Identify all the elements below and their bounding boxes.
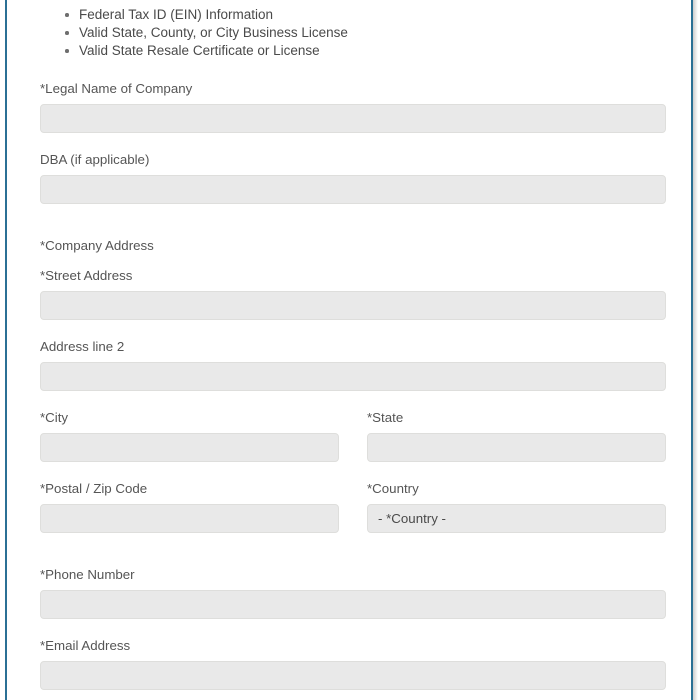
page-content <box>7 0 691 700</box>
address-line-2-label: Address line 2 <box>40 339 125 354</box>
country-select[interactable]: - *Country - <box>367 504 666 533</box>
legal-name-label: *Legal Name of Company <box>40 81 193 96</box>
postal-code-input[interactable] <box>40 504 339 533</box>
email-address-input[interactable] <box>40 661 666 690</box>
right-frame-shadow <box>693 0 698 700</box>
field-street-address <box>40 268 666 320</box>
country-label: *Country <box>367 481 419 496</box>
company-address-section-label: *Company Address <box>40 238 154 253</box>
field-legal-name <box>40 81 666 133</box>
list-item <box>65 6 691 23</box>
state-label: *State <box>367 410 404 425</box>
requirement-text: Federal Tax ID (EIN) Information <box>79 7 274 22</box>
field-postal-code <box>40 481 339 533</box>
dba-input[interactable] <box>40 175 666 204</box>
phone-number-input[interactable] <box>40 590 666 619</box>
field-email-address <box>40 638 666 690</box>
phone-number-label: *Phone Number <box>40 567 135 582</box>
section-spacer <box>40 223 666 238</box>
field-city <box>40 410 339 462</box>
street-address-input[interactable] <box>40 291 666 320</box>
field-dba <box>40 152 666 204</box>
field-address-line-2 <box>40 339 666 391</box>
legal-name-input[interactable] <box>40 104 666 133</box>
requirements-list <box>7 0 691 59</box>
email-address-label: *Email Address <box>40 638 131 653</box>
city-label: *City <box>40 410 69 425</box>
address-line-2-input[interactable] <box>40 362 666 391</box>
field-phone-number <box>40 567 666 619</box>
requirement-text: Valid State, County, or City Business License <box>79 25 348 40</box>
street-address-label: *Street Address <box>40 268 133 283</box>
list-item <box>65 42 691 59</box>
dba-label: DBA (if applicable) <box>40 152 150 167</box>
list-item <box>65 24 691 41</box>
application-form <box>7 81 691 690</box>
postal-country-row <box>40 481 666 533</box>
field-state <box>367 410 666 462</box>
city-input[interactable] <box>40 433 339 462</box>
requirement-text: Valid State Resale Certificate or License <box>79 43 320 58</box>
postal-code-label: *Postal / Zip Code <box>40 481 148 496</box>
city-state-row <box>40 410 666 462</box>
field-country <box>367 481 666 533</box>
state-input[interactable] <box>367 433 666 462</box>
section-spacer-2 <box>40 552 666 567</box>
